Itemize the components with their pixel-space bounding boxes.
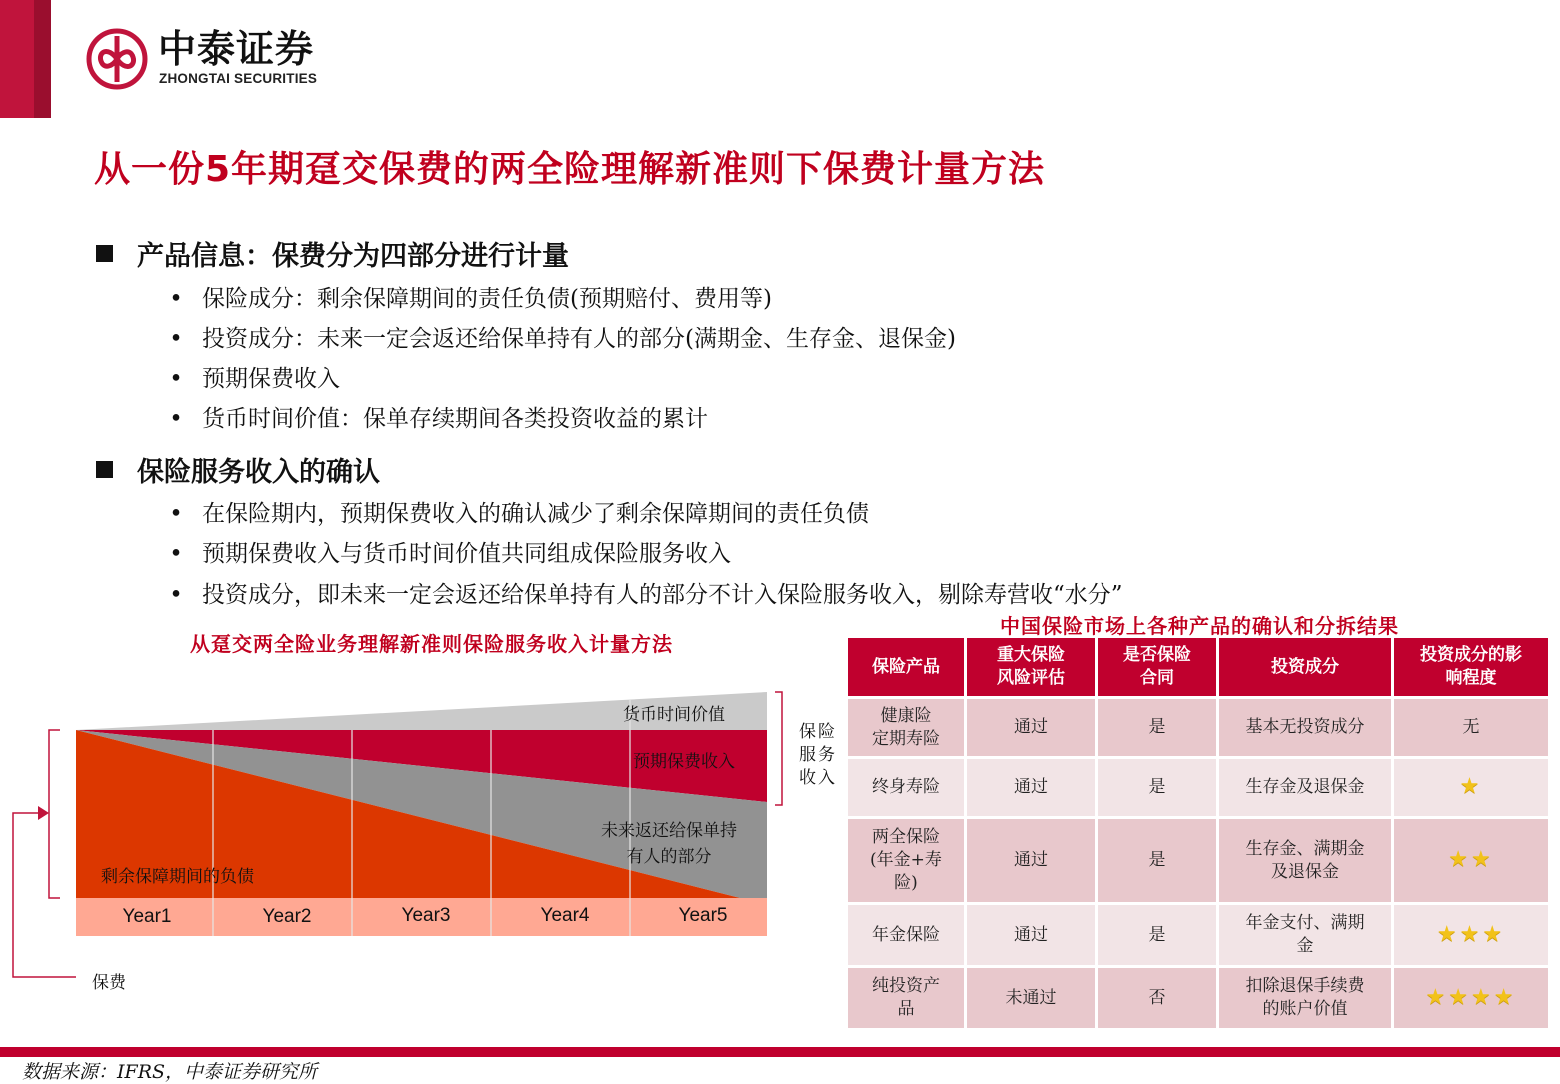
cell-product [848,968,964,1028]
bullet-item [166,284,772,314]
bullet-item [166,580,1123,610]
premium-arrow-line [13,813,76,977]
header-text: 保险产品 [872,656,940,677]
cell-text: 年金保险 [872,924,940,945]
label-service-revenue-line: 收入 [799,768,837,788]
table-row [848,759,1548,816]
page-title: 从一份5年期趸交保费的两全险理解新准则下保费计量方法 [94,149,1046,190]
header-text: 风险评估 [997,668,1065,688]
table-title: 中国保险市场上各种产品的确认和分拆结果 [1000,614,1399,638]
brand-name-cn: 中泰证券 [158,27,315,71]
cell-risk-test: 通过 [967,699,1095,756]
label-premium: 保费 [92,973,126,993]
section-heading-revenue-recognition [96,456,380,490]
bullet-text: 预期保费收入 [202,366,340,392]
cell-is-contract: 是 [1098,699,1216,756]
cell-text: 健康险 [880,705,932,726]
bullet-item [166,499,869,529]
square-bullet-icon [96,461,113,478]
header-text: 投资成分的影 [1420,645,1522,665]
header-text: 是否保险 [1123,645,1191,665]
header-impact [1394,638,1548,696]
brand-bar-dark [34,0,51,118]
cell-text: 终身寿险 [872,777,940,797]
header-text: 重大保险 [997,645,1065,665]
year-label: Year3 [401,905,451,926]
cell-text: 品 [897,999,915,1019]
label-expected-premium: 预期保费收入 [633,752,735,772]
table-header-row [848,638,1548,696]
cell-text: 定期寿险 [872,728,940,749]
bullet-item [166,364,340,394]
footer-bar [0,1047,1560,1057]
year-label: Year2 [262,906,312,927]
cell-text: (年金+寿 [870,850,942,870]
label-returned-part-line2: 有人的部分 [626,847,712,867]
header-text: 投资成分 [1271,656,1339,677]
data-source: 数据来源：IFRS，中泰证券研究所 [22,1061,318,1083]
square-bullet-icon [96,245,113,262]
header-investment [1219,638,1391,696]
bullet-dot-icon: • [169,366,183,392]
section-heading-text: 产品信息：保费分为四部分进行计量 [137,241,569,272]
star-rating-icon: ★★★ [1436,921,1506,947]
header-text: 合同 [1140,668,1174,688]
cell-text: 险) [894,873,918,893]
table-row [848,699,1548,756]
header-is-contract [1098,638,1216,696]
cell-is-contract: 是 [1098,905,1216,965]
year-label: Year5 [678,905,728,926]
cell-product [848,819,964,902]
cell-investment [1219,759,1391,816]
label-time-value: 货币时间价值 [623,705,725,725]
label-service-revenue-line: 保险 [799,722,837,742]
cell-text: 生存金、满期金 [1245,838,1365,859]
table-row [848,819,1548,902]
cell-investment [1219,699,1391,756]
bullet-text: 投资成分：未来一定会返还给保单持有人的部分(满期金、生存金、退保金) [202,326,956,352]
bullet-text: 保险成分：剩余保障期间的责任负债(预期赔付、费用等) [202,286,772,312]
label-service-revenue [799,721,837,790]
header-text: 响程度 [1445,668,1497,688]
label-returned-part-line1: 未来返还给保单持 [601,821,737,841]
cell-product [848,905,964,965]
star-rating-icon: ★★★★ [1425,984,1517,1010]
bullet-dot-icon: • [169,406,183,432]
diagram-title: 从趸交两全险业务理解新准则保险服务收入计量方法 [190,632,673,656]
cell-is-contract: 是 [1098,759,1216,816]
cell-text: 基本无投资成分 [1245,717,1365,737]
cell-investment [1219,905,1391,965]
cell-text: 纯投资产 [872,976,940,996]
year-label: Year1 [122,906,172,927]
section-heading-product-info [96,240,569,274]
zhongtai-logo-icon [86,28,148,90]
table-row [848,905,1548,965]
cell-risk-test: 通过 [967,759,1095,816]
bullet-item [166,539,731,569]
cell-impact [1394,819,1548,902]
product-classification-table [845,635,1551,1031]
header-risk-test [967,638,1095,696]
cell-investment [1219,819,1391,902]
bullet-text: 预期保费收入与货币时间价值共同组成保险服务收入 [202,541,731,567]
cell-impact: 无 [1394,699,1548,756]
liability-bracket [49,730,60,898]
table-row [848,968,1548,1028]
cell-is-contract: 是 [1098,819,1216,902]
cell-text: 的账户价值 [1262,999,1348,1019]
service-revenue-bracket [775,692,782,805]
bullet-dot-icon: • [169,541,183,567]
cell-impact [1394,759,1548,816]
bullet-item [166,404,708,434]
cell-impact [1394,968,1548,1028]
star-rating-icon: ★★ [1448,847,1494,872]
label-service-revenue-line: 服务 [799,745,837,765]
year-label: Year4 [540,905,590,926]
cell-text: 两全保险 [872,827,940,847]
cell-is-contract: 否 [1098,968,1216,1028]
cell-text: 扣除退保手续费 [1245,976,1365,996]
label-returned-part [588,816,750,867]
bullet-dot-icon: • [169,501,183,527]
cell-text: 生存金及退保金 [1245,777,1365,797]
cell-investment [1219,968,1391,1028]
bullet-text: 投资成分，即未来一定会返还给保单持有人的部分不计入保险服务收入，剔除寿营收“水分” [202,582,1123,608]
bullet-text: 在保险期内，预期保费收入的确认减少了剩余保障期间的责任负债 [202,501,869,527]
cell-text: 及退保金 [1271,861,1339,882]
cell-product [848,699,964,756]
cell-text: 金 [1296,936,1314,956]
bullet-dot-icon: • [169,286,183,312]
bullet-text: 货币时间价值：保单存续期间各类投资收益的累计 [202,406,708,432]
cell-risk-test: 未通过 [967,968,1095,1028]
brand-name-en: ZHONGTAI SECURITIES [159,71,318,86]
section-heading-text: 保险服务收入的确认 [137,457,380,488]
cell-risk-test: 通过 [967,819,1095,902]
cell-risk-test: 通过 [967,905,1095,965]
cell-impact [1394,905,1548,965]
arrow-right-icon [38,806,49,820]
bullet-dot-icon: • [169,582,183,608]
bullet-dot-icon: • [169,326,183,352]
cell-text: 年金支付、满期 [1245,913,1365,933]
brand-bar [0,0,34,118]
cell-product [848,759,964,816]
bullet-item [166,324,956,354]
header-product [848,638,964,696]
label-remaining-liability: 剩余保障期间的负债 [101,867,254,887]
star-rating-icon: ★ [1459,774,1483,799]
